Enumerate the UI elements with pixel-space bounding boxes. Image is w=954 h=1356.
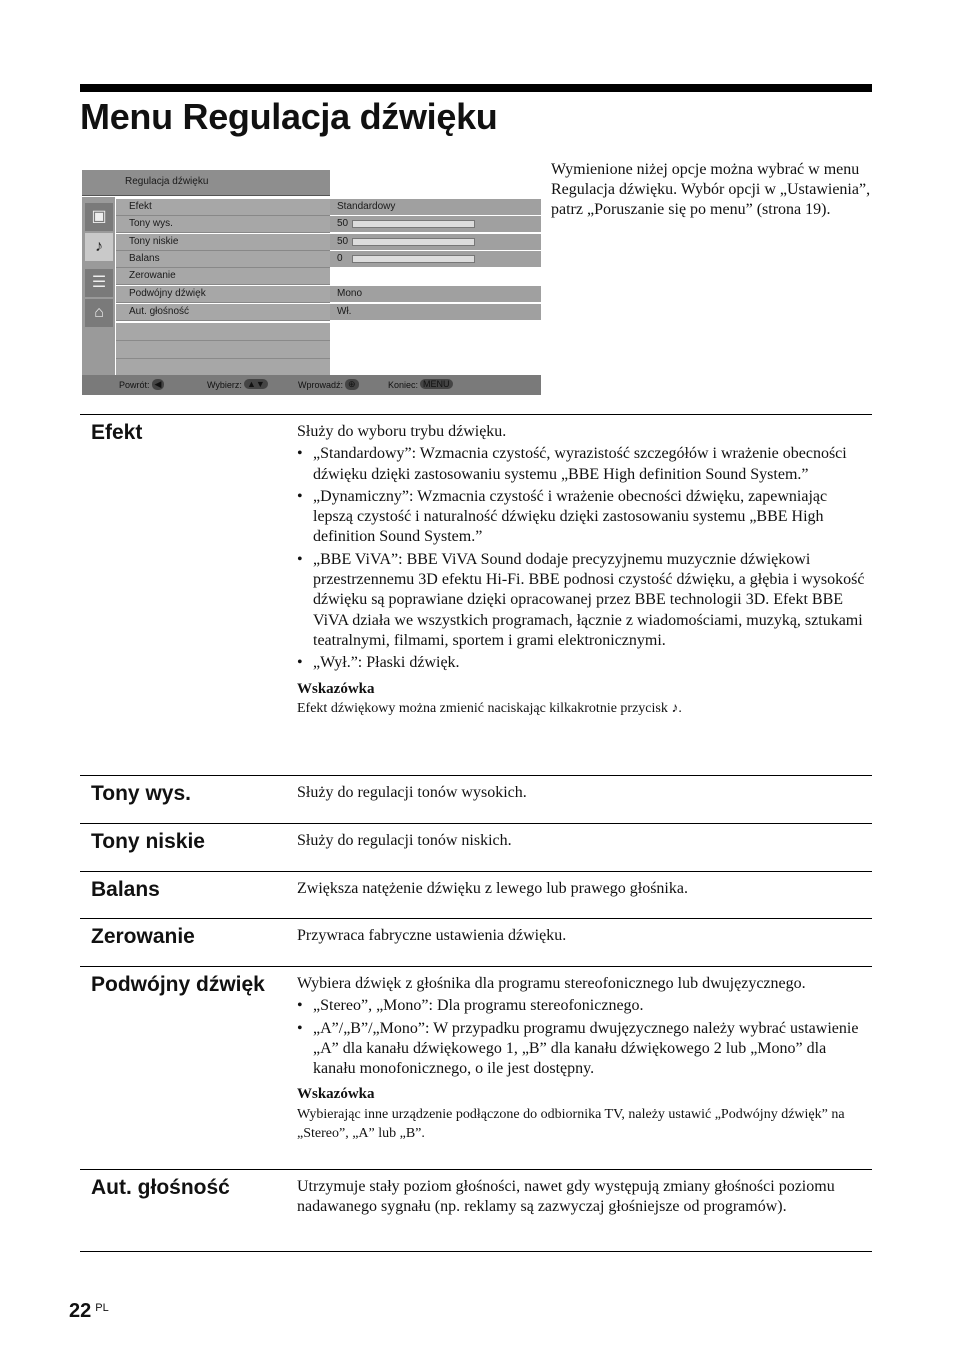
term-label: Efekt xyxy=(91,421,143,444)
back-hint: Powrót: xyxy=(119,380,150,390)
enter-icon: ⊕ xyxy=(345,379,359,390)
table-row-tony-niskie xyxy=(80,823,872,871)
tv-value-podwojny-dzwiek[interactable]: Mono xyxy=(330,286,541,302)
toolbox-icon[interactable]: ⌂ xyxy=(85,299,113,327)
page-title: Menu Regulacja dźwięku xyxy=(80,96,498,137)
tip-text: Efekt dźwiękowy można zmienić naciskając kilkakrotnie przycisk ♪. xyxy=(297,700,682,716)
table-row-podwojny-dzwiek xyxy=(80,966,872,1169)
list-item: • „Standardowy”: Wzmacnia czystość, wyrazistość szczegółów i wrażenie obecności dźwięku dzięki zastosowaniu systemu „BBE High definition Sound System.” xyxy=(297,444,869,485)
tv-menu-header xyxy=(82,170,330,196)
tv-menu-item-podwojny-dzwiek[interactable]: Podwójny dźwięk xyxy=(116,286,330,303)
tv-level-bar[interactable] xyxy=(352,220,475,228)
list-icon[interactable]: ☰ xyxy=(85,269,113,297)
term-label: Tony wys. xyxy=(91,782,191,805)
term-label: Zerowanie xyxy=(91,925,195,948)
term-label: Aut. głośność xyxy=(91,1176,230,1199)
tip-text: Wybierając inne urządzenie podłączone do odbiornika TV, należy ustawić „Podwójny dźwięk” na „Stereo”, „A” lub „B”. xyxy=(297,1106,845,1141)
tv-level-bar[interactable] xyxy=(352,238,475,246)
tv-value-efekt[interactable]: Standardowy xyxy=(330,199,541,215)
table-row-efekt xyxy=(80,414,872,775)
table-row-tony-wys xyxy=(80,775,872,823)
select-hint: Wybierz: xyxy=(207,380,242,390)
term-description: Zwiększa natężenie dźwięku z lewego lub prawego głośnika. xyxy=(297,880,688,897)
tv-menu-item-balans[interactable]: Balans xyxy=(116,251,330,268)
term-description: Służy do wyboru trybu dźwięku. • „Standardowy”: Wzmacnia czystość, wyrazistość szczegółów i wrażenie obecności dźwięku dzięki zastosowaniu systemu „BBE High definition Sound System.” • „Dynamiczny”: Wzmacnia czystość i wrażenie obecności dźwięku, zapewniając lepszą czystość i naturalność dźwięku dzięki zastosowaniu systemu „BBE High definition Sound System.” • „BBE ViVA”: BBE ViVA Sound dodaje precyzyjnemu muzycznie dźwiękowi przestrzennemu 3D efektu Hi-Fi. BBE podnosi czystość dźwięku, a głębia i wysokość dźwięku są poprawiane dzięki opracowanej przez BBE technologii 3D. Efekt BBE ViVA działa we wszystkich programach, łącznie z wiadomościami, muzyką, sztukami teatralnymi, filmami, sportem i grami elektronicznymi. • „Wył.”: Płaski dźwięk. Wskazówka Efekt dźwiękowy można zmienić naciskając kilkakrotnie przycisk ♪. xyxy=(297,422,869,718)
table-row-balans xyxy=(80,871,872,919)
back-arrow-icon: ◀ xyxy=(152,379,165,390)
term-label: Tony niskie xyxy=(91,830,205,853)
tip-heading: Wskazówka xyxy=(297,680,375,697)
enter-hint: Wprowadź: xyxy=(298,380,344,390)
tv-menu-screenshot xyxy=(82,170,541,395)
page-language: PL xyxy=(95,1302,109,1314)
tv-menu-item-tony-wys[interactable]: Tony wys. xyxy=(116,216,330,233)
menu-key-icon: MENU xyxy=(420,379,453,389)
tv-level-bar[interactable] xyxy=(352,255,475,263)
music-note-icon[interactable]: ♪ xyxy=(85,233,113,261)
term-description: Służy do regulacji tonów niskich. xyxy=(297,832,512,849)
tv-value-tony-niskie[interactable]: 50 xyxy=(330,234,541,250)
tv-menu-sidebar xyxy=(82,197,115,375)
tip-heading: Wskazówka xyxy=(297,1086,375,1103)
tv-menu-values xyxy=(330,197,541,375)
tv-menu-item-efekt[interactable]: Efekt xyxy=(116,199,330,216)
intro-text: Wymienione niżej opcje można wybrać w menu Regulacja dźwięku. Wybór opcji w „Ustawienia”, patrz „Poruszanie się po menu” (strona 19). xyxy=(551,161,871,218)
term-description: Wybiera dźwięk z głośnika dla programu stereofonicznego lub dwujęzycznego. • „Stereo”, „Mono”: Dla programu stereofonicznego. • „A”/„B”/„Mono”: W przypadku programu dwujęzycznego należy wybrać ustawienie „A” dla kanału dźwiękowego 1, „B” dla kanału dźwiękowego 2 lub „Mono” dla kanału monofonicznego, o ile jest dostępny. Wskazówka Wybierając inne urządzenie podłączone do odbiornika TV, należy ustawić „Podwójny dźwięk” na „Stereo”, „A” lub „B”. xyxy=(297,974,869,1143)
tv-menu-item-zerowanie[interactable]: Zerowanie xyxy=(116,268,330,285)
exit-hint: Koniec: xyxy=(388,380,419,390)
term-description: Utrzymuje stały poziom głośności, nawet gdy występują zmiany głośności poziomu nadawanego sygnału (np. reklamy są zazwyczaj głośniejsze od programów). xyxy=(297,1178,835,1216)
tv-menu-empty-row xyxy=(116,323,330,341)
tv-menu-item-aut-glosnosc[interactable]: Aut. głośność xyxy=(116,304,330,321)
list-item: • „A”/„B”/„Mono”: W przypadku programu dwujęzycznego należy wybrać ustawienie „A” dla kanału dźwiękowego 1, „B” dla kanału dźwiękowego 2 lub „Mono” dla kanału monofonicznego, o ile jest dostępny. xyxy=(297,1019,869,1080)
tv-menu-empty-row xyxy=(116,341,330,359)
page-number: 22 $^{PL}$ xyxy=(69,1300,109,1322)
term-label: Balans xyxy=(91,878,160,901)
list-item: • „Dynamiczny”: Wzmacnia czystość i wrażenie obecności dźwięku, zapewniając lepszą czystość i naturalność dźwięku dzięki zastosowaniu systemu „BBE High definition Sound System.” xyxy=(297,487,869,548)
table-row-aut-glosnosc xyxy=(80,1169,872,1252)
title-rule xyxy=(80,84,872,92)
tv-menu-list xyxy=(116,197,330,375)
term-description: Służy do regulacji tonów wysokich. xyxy=(297,784,527,801)
tv-value-balans[interactable]: 0 xyxy=(330,251,541,267)
tv-menu-title: Regulacja dźwięku xyxy=(125,176,209,187)
tv-value-aut-glosnosc[interactable]: Wł. xyxy=(330,304,541,320)
list-item: • „Stereo”, „Mono”: Dla programu stereofonicznego. xyxy=(297,996,869,1016)
term-description: Przywraca fabryczne ustawienia dźwięku. xyxy=(297,927,567,944)
tv-menu-item-tony-niskie[interactable]: Tony niskie xyxy=(116,234,330,251)
table-row-zerowanie xyxy=(80,918,872,966)
tv-value-tony-wys[interactable]: 50 xyxy=(330,216,541,232)
list-item: • „BBE ViVA”: BBE ViVA Sound dodaje precyzyjnemu muzycznie dźwiękowi przestrzennemu 3D efektu Hi-Fi. BBE podnosi czystość dźwięku, a głębia i wysokość dźwięku są poprawiane dzięki opracowanej przez BBE technologii 3D. Efekt BBE ViVA działa we wszystkich programach, łącznie z wiadomościami, muzyką, sztukami teatralnymi, filmami, sportem i grami elektronicznymi. xyxy=(297,550,869,651)
tv-menu-footer xyxy=(82,375,541,395)
up-down-arrows-icon: ▲▼ xyxy=(244,379,268,389)
picture-icon[interactable]: ▣ xyxy=(85,203,113,231)
list-item: • „Wył.”: Płaski dźwięk. xyxy=(297,653,869,673)
term-label: Podwójny dźwięk xyxy=(91,973,265,996)
